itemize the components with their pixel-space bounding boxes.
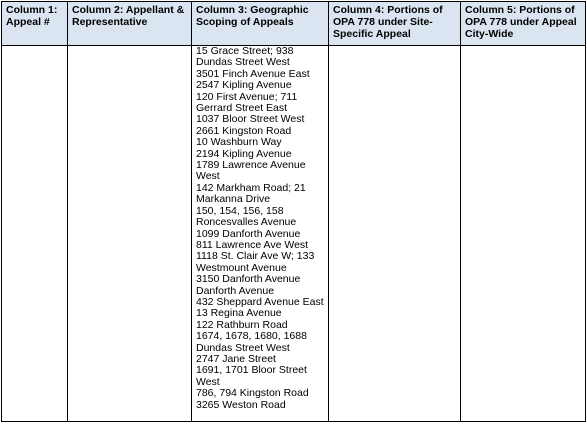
cell-appellant — [68, 46, 192, 422]
header-row — [2, 2, 586, 46]
column-header-site-specific-portions: Column 4: Portions of OPA 778 under Site-Specific Appeal — [329, 2, 461, 46]
column-header-city-wide-portions: Column 5: Portions of OPA 778 under Appeal City-Wide — [461, 2, 586, 46]
table-header — [2, 2, 586, 46]
table-body — [2, 46, 586, 422]
address-item: 3501 Finch Avenue East — [196, 67, 310, 80]
address-list — [196, 46, 324, 411]
cell-appeal-number — [2, 46, 68, 422]
address-item: 2547 Kipling Avenue — [196, 79, 292, 92]
column-header-appeal-number: Column 1: Appeal # — [2, 2, 68, 46]
appeals-table — [1, 1, 586, 422]
address-item: 2661 Kingston Road — [196, 124, 292, 137]
address-item: 811 Lawrence Ave West — [196, 238, 309, 251]
address-item: 786, 794 Kingston Road — [196, 387, 309, 400]
address-item: 3150 Danforth Avenue Danforth Avenue — [196, 273, 301, 297]
address-item: 142 Markham Road; 21 Markanna Drive — [196, 181, 306, 206]
address-item: 120 First Avenue; 711 Gerrard Street East — [196, 90, 298, 115]
address-item: 1118 St. Clair Ave W; 133 Westmount Avenue — [196, 250, 315, 274]
column-header-geographic-scoping: Column 3: Geographic Scoping of Appeals — [192, 2, 329, 46]
address-item: 13 Regina Avenue — [196, 307, 282, 320]
address-item: 1674, 1678, 1680, 1688 Dundas Street West — [196, 330, 307, 354]
address-item: 1789 Lawrence Avenue West — [196, 159, 306, 183]
address-item: 1037 Bloor Street West — [196, 113, 305, 126]
cell-site-specific-portions — [329, 46, 461, 422]
address-item: 2747 Jane Street — [196, 352, 276, 365]
address-item: 1099 Danforth Avenue — [196, 227, 301, 240]
address-item: 10 Washburn Way — [196, 136, 282, 149]
address-item: 122 Rathburn Road — [196, 318, 288, 331]
address-item: 150, 154, 156, 158 Roncesvalles Avenue — [196, 204, 297, 229]
address-item: 432 Sheppard Avenue East — [196, 295, 324, 308]
column-header-appellant: Column 2: Appellant & Representative — [68, 2, 192, 46]
cell-geographic-scoping — [192, 46, 329, 422]
cell-city-wide-portions — [461, 46, 586, 422]
address-item: 3265 Weston Road — [196, 398, 286, 411]
table-row — [2, 46, 586, 422]
address-item: 2194 Kipling Avenue — [196, 147, 292, 160]
address-item: 1691, 1701 Bloor Street West — [196, 364, 307, 388]
address-item: 15 Grace Street; 938 Dundas Street West — [196, 45, 294, 69]
